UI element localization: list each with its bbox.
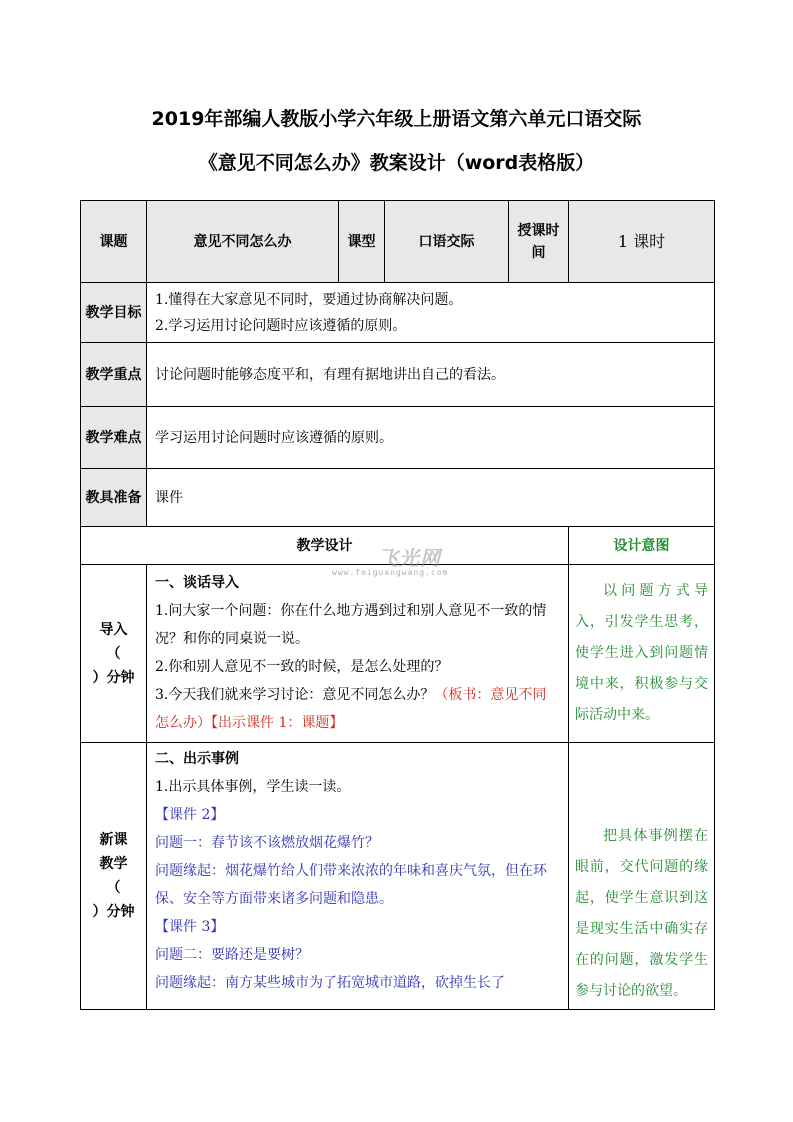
design-header: 教学设计 <box>81 527 569 565</box>
time-value: 1 课时 <box>569 201 715 283</box>
goals-label: 教学目标 <box>81 283 147 343</box>
newlesson-intent: 把具体事例摆在眼前，交代问题的缘起，使学生意识到这是现实生活中确实存在的问题，激发学生参与讨论的欲望。 <box>569 743 715 1010</box>
issue-2: 问题二：要路还是要树？ <box>155 947 309 963</box>
newlesson-step1: 1.出示具体事例，学生读一读。 <box>155 779 351 795</box>
intro-question-3: 3.今天我们就来学习讨论：意见不同怎么办？（板书：意见不同怎么办）【出示课件 1：课题】 <box>155 687 547 731</box>
header-row <box>81 201 715 283</box>
watermark-url: www.feiguangwang.com <box>332 568 449 577</box>
difficulties-label: 教学难点 <box>81 407 147 469</box>
slide-2: 【课件 2】 <box>155 807 225 823</box>
goal-item: 2.学习运用讨论问题时应该遵循的原则。 <box>155 317 407 334</box>
intro-intent: 以问题方式导入，引发学生思考，使学生进入到问题情境中来，积极参与交际活动中来。 <box>569 565 715 743</box>
materials-row <box>81 469 715 527</box>
key-points-text: 讨论问题时能够态度平和，有理有据地讲出自己的看法。 <box>147 343 715 407</box>
type-label: 课型 <box>339 201 385 283</box>
intent-header: 设计意图 <box>569 527 715 565</box>
goals-content <box>147 283 715 343</box>
issue-1: 问题一：春节该不该燃放烟花爆竹？ <box>155 835 379 851</box>
key-points-label: 教学重点 <box>81 343 147 407</box>
topic-value: 意见不同怎么办 <box>147 201 339 283</box>
goals-row <box>81 283 715 343</box>
watermark-text: 飞光网 <box>378 546 441 570</box>
type-value: 口语交际 <box>385 201 509 283</box>
slide-note: 【出示课件 1：课题】 <box>211 715 344 731</box>
newlesson-label: 新课 教学 （ ）分钟 <box>81 743 147 1010</box>
difficulties-row <box>81 407 715 469</box>
origin-1: 问题缘起：烟花爆竹给人们带来浓浓的年味和喜庆气氛，但在环保、安全等方面带来诸多问题和隐患。 <box>155 863 547 907</box>
design-header-row <box>81 527 715 565</box>
time-label: 授课时间 <box>509 201 569 283</box>
document-title-line2: 《意见不同怎么办》教案设计（word表格版） <box>198 152 595 174</box>
intro-content <box>147 565 569 743</box>
difficulties-text: 学习运用讨论问题时应该遵循的原则。 <box>147 407 715 469</box>
materials-text: 课件 <box>147 469 715 527</box>
key-points-row <box>81 343 715 407</box>
board-note: （板书：意见不同怎么办） <box>155 687 547 731</box>
intro-label: 导入 （ ）分钟 <box>81 565 147 743</box>
origin-2: 问题缘起：南方某些城市为了拓宽城市道路，砍掉生长了 <box>155 975 505 991</box>
newlesson-row <box>81 743 715 1010</box>
newlesson-content <box>147 743 569 1010</box>
document-title-line1: 2019年部编人教版小学六年级上册语文第六单元口语交际 <box>151 108 642 130</box>
materials-label: 教具准备 <box>81 469 147 527</box>
topic-label: 课题 <box>81 201 147 283</box>
intro-heading: 一、谈话导入 <box>155 575 239 591</box>
intro-question-1: 1.问大家一个问题：你在什么地方遇到过和别人意见不一致的情况？和你的同桌说一说。 <box>155 603 547 647</box>
goal-item: 1.懂得在大家意见不同时，要通过协商解决问题。 <box>155 291 463 308</box>
intro-row <box>81 565 715 743</box>
slide-3: 【课件 3】 <box>155 919 225 935</box>
newlesson-heading: 二、出示事例 <box>155 751 239 767</box>
intro-question-2: 2.你和别人意见不一致的时候，是怎么处理的？ <box>155 659 449 675</box>
lesson-plan-table <box>80 200 715 1010</box>
